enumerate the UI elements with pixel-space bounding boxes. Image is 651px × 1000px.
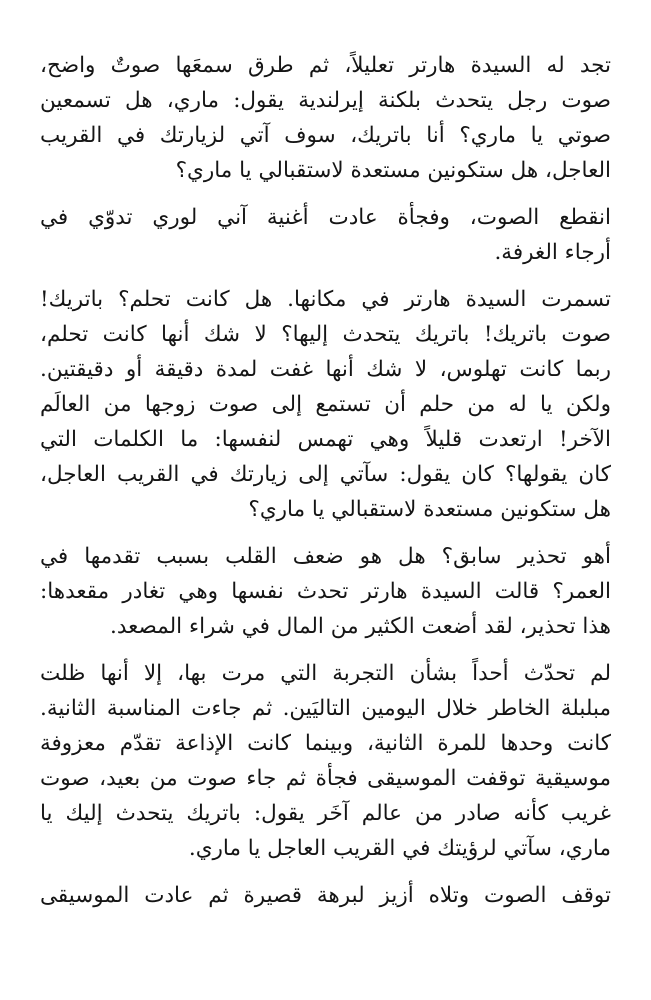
text-line: ماري، سآتي لرؤيتك في القريب العاجل يا ماري.	[188, 836, 611, 861]
paragraph-1	[40, 48, 611, 188]
text-line: كانت وحدها للمرة الثانية، وبينما كانت الإذاعة تقدّم معزوفة	[40, 731, 611, 756]
paragraph-5	[40, 656, 611, 866]
paragraph-3	[40, 282, 611, 527]
text-line: غريب كأنه صادر من عالم آخَر يقول: باتريك يتحدث إليك يا	[40, 801, 611, 826]
text-line: العمر؟ قالت السيدة هارتر تحدث نفسها وهي تغادر مقعدها:	[40, 579, 611, 604]
paragraph-gap	[40, 866, 611, 878]
text-line: مبلبلة الخاطر خلال اليومين التاليَين. ثم جاءت المناسبة الثانية.	[40, 696, 611, 721]
paragraph-gap	[40, 527, 611, 539]
text-line: أرجاء الغرفة.	[494, 240, 611, 265]
text-line: هذا تحذير، لقد أضعت الكثير من المال في شراء المصعد.	[110, 614, 611, 639]
paragraph-gap	[40, 644, 611, 656]
text-line: كان يقولها؟ كان يقول: سآتي إلى زيارتك في القريب العاجل،	[40, 462, 611, 487]
paragraph-4	[40, 539, 611, 644]
text-line: لم تحدّث أحداً بشأن التجربة التي مرت بها، إلا أنها ظلت	[40, 661, 611, 686]
text-line: هل ستكونين مستعدة لاستقبالي يا ماري؟	[248, 497, 611, 522]
text-line: موسيقية توقفت الموسيقى فجأة ثم جاء صوت من بعيد، صوت	[40, 766, 611, 791]
text-line: صوتي يا ماري؟ أنا باتريك، سوف آتي لزيارتك في القريب	[40, 123, 611, 148]
paragraph-gap	[40, 270, 611, 282]
text-line: تجد له السيدة هارتر تعليلاً، ثم طرق سمعَها صوتٌ واضح،	[40, 53, 611, 78]
paragraph-2	[40, 200, 611, 270]
text-line: أهو تحذير سابق؟ هل هو ضعف القلب بسبب تقدمها في	[40, 544, 611, 569]
text-line: تسمرت السيدة هارتر في مكانها. هل كانت تحلم؟ باتريك!	[40, 287, 611, 312]
text-line: صوت باتريك! باتريك يتحدث إليها؟ لا شك أنها كانت تحلم،	[40, 322, 611, 347]
text-line: صوت رجل يتحدث بلكنة إيرلندية يقول: ماري، هل تسمعين	[40, 88, 611, 113]
paragraph-gap	[40, 188, 611, 200]
text-line: ولكن يا له من حلم أن تستمع إلى صوت زوجها من العالَم	[40, 392, 611, 417]
text-line: توقف الصوت وتلاه أزيز لبرهة قصيرة ثم عادت الموسيقى	[40, 883, 611, 908]
text-line: الآخر! ارتعدت قليلاً وهي تهمس لنفسها: ما الكلمات التي	[40, 427, 611, 452]
text-line: العاجل، هل ستكونين مستعدة لاستقبالي يا ماري؟	[175, 158, 611, 183]
text-line: انقطع الصوت، وفجأة عادت أغنية آني لوري تدوّي في	[40, 205, 611, 230]
book-page	[40, 48, 611, 913]
paragraph-6	[40, 878, 611, 913]
text-line: ربما كانت تهلوس، لا شك أنها غفت لمدة دقيقة أو دقيقتين.	[40, 357, 611, 382]
